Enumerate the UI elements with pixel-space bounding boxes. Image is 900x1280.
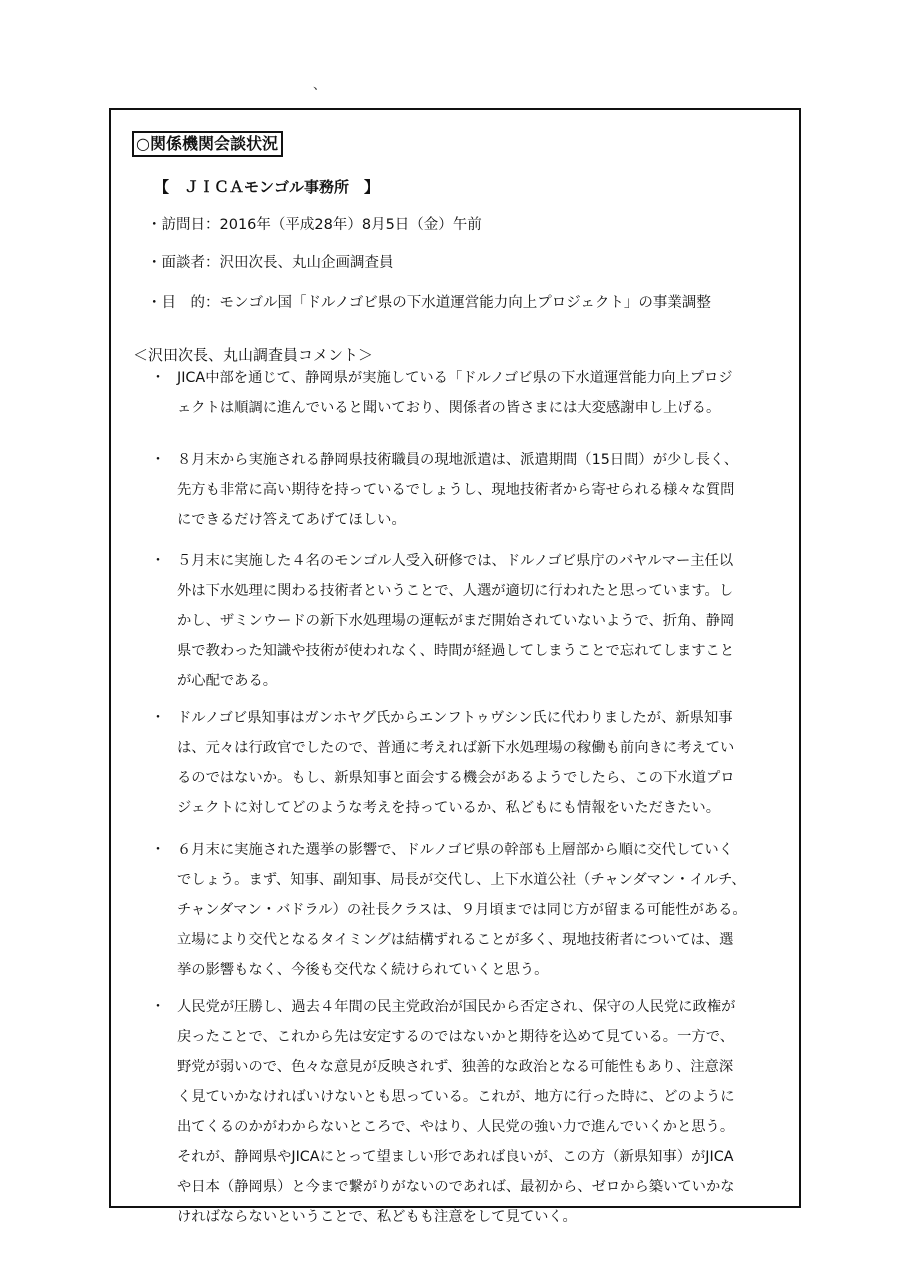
comment-text: かし、ザミンウードの新下水処理場の運転がまだ開始されていないようで、折角、静岡 (177, 613, 735, 629)
comment-line (177, 955, 548, 985)
comment-text: ジェクトに対してどのような考えを持っているか、私どもにも情報をいただきたい。 (177, 800, 720, 816)
bullet-marker: ・ (151, 452, 165, 468)
comment-text: と期待を込めて見ている。一方で、 (505, 1029, 735, 1045)
comment-line (177, 1142, 734, 1172)
comment-text: でしょう。まず、 (177, 872, 291, 888)
comment-line (177, 606, 734, 636)
comment-text: それが、静岡県やJICAにとって望ましい形であれば良いが、この方（新県知事）がJICA (177, 1149, 734, 1165)
comment-text: ェクトは順調に進んでいると聞いており、関係者の皆さまには大変感謝申し上げる。 (177, 400, 721, 416)
comment-text: 、 (376, 872, 391, 888)
comment-text: チャンダマン・バドラル）の社長クラスは、９月頃までは同じ方が留まる可能性がある。 (177, 902, 747, 918)
comment-line (177, 763, 735, 793)
document-frame (109, 108, 801, 1225)
comment-text: ８月末から実施される静岡県技術職員の現地派遣は、派遣期間（15日間）が少し長く、 (177, 452, 739, 468)
underlined-text: 元々は行政官でしたので、普通に考えれば新下水処理場の稼働も前向きに考えてい (205, 740, 735, 756)
comment-line (177, 835, 733, 865)
comment-line (177, 1112, 734, 1142)
bullet-marker: ・ (151, 553, 165, 569)
comment-text: ければならないということで、私どもも注意をして見ていく。 (177, 1209, 577, 1225)
comment-line (177, 895, 747, 925)
comment-text: が心配である。 (177, 673, 278, 689)
comment-text: JICA中部を通じて、静岡県が実施している「ドルノゴビ県の下水道運営能力向上プロジ (177, 370, 733, 386)
section-title: ○関係機関会談状況 (132, 131, 283, 157)
bullet-marker: ・ (151, 999, 165, 1015)
comment-text: 、 (318, 872, 334, 888)
underlined-text: るのではないか。 (177, 770, 292, 786)
underlined-text: 現地技術者については、選 (562, 932, 734, 948)
comment-text: 県で教わった知識や技術が使われなく、時間が経過してしまうことで忘れてしますこと (177, 643, 735, 659)
comment-text: 出てくるのかがわからないところで、やはり、人民党の強い力で進んでいくかと思う。 (177, 1119, 735, 1135)
underlined-text: 戻ったことで、これから先は安定するのではないか (177, 1029, 506, 1045)
underlined-text: ６月末に実施された選挙の影響で、ドルノゴビ県の幹部も上層部から順に交代していく (177, 842, 734, 858)
comment-line (177, 703, 733, 733)
comment-line (177, 925, 733, 955)
stray-mark: 、 (313, 78, 327, 93)
bullet-marker: ・ (151, 710, 165, 726)
comment-line (177, 1022, 734, 1052)
comment-text: 、新県知事 (661, 710, 733, 726)
bullet-marker: ・ (151, 370, 165, 386)
comment-text: し、上下水道公社（チャンダマン・イルチ、 (461, 872, 746, 888)
comment-line (177, 636, 734, 666)
comment-line (177, 1202, 577, 1232)
comment-text: く見ていかなければいけないとも思っている。これが、地方に行った時に、どのように (177, 1089, 735, 1105)
underlined-text: 人民党が圧勝し、過去４年間の民主党政治が国民から否定され、保守の人民党に政権が (177, 999, 736, 1015)
underlined-text: 挙の影響もなく、今後も交代なく続けられていく (177, 962, 492, 978)
comment-text: 野党が弱いので、色々な意見が反映されず、独善的な政治となる可能性もあり、注意深 (177, 1059, 734, 1075)
comment-line (177, 546, 733, 576)
comment-line (177, 393, 720, 423)
organization-heading: 【 ＪＩＣＡモンゴル事務所 】 (154, 178, 380, 196)
comment-text: ５月末に実施した４名のモンゴル人受入研修では、ドルノゴビ県庁のバヤルマー主任以 (177, 553, 734, 569)
underlined-text: 副知事 (333, 872, 377, 888)
comment-line (177, 363, 733, 393)
comment-line (177, 793, 720, 823)
comment-text: 先方も非常に高い期待を持っているでしょうし、現地技術者から寄せられる様々な質問 (177, 482, 735, 498)
comment-text: もし、新県知事と面会する機会があるようでしたら、この下水道プロ (291, 770, 735, 786)
comment-line (177, 1052, 733, 1082)
comment-line (177, 475, 734, 505)
comment-text: は、 (177, 740, 206, 756)
comment-text: と思う。 (491, 962, 549, 978)
comment-line (177, 505, 406, 535)
underlined-text: ドルノゴビ県知事はガンホヤグ氏からエンフトゥヴシン氏に代わりましたが (177, 710, 662, 726)
comment-line (177, 666, 277, 696)
comment-line (177, 992, 735, 1022)
underlined-text: 知事 (290, 872, 319, 888)
comment-text: にできるだけ答えてあげてほしい。 (177, 512, 406, 528)
comment-text: 立場により交代となるタイミングは結構ずれることが多く、 (177, 932, 563, 948)
bullet-marker: ・ (151, 842, 165, 858)
comment-line (177, 445, 738, 475)
comment-line (177, 1082, 735, 1112)
comment-line (177, 733, 734, 763)
comment-line (177, 1172, 735, 1202)
underlined-text: 局長が交代 (390, 872, 462, 888)
comment-text: や日本（静岡県）と今まで繋がりがないのであれば、最初から、ゼロから築いていかな (177, 1179, 735, 1195)
comments-heading: ＜沢田次長、丸山調査員コメント＞ (133, 346, 374, 364)
purpose: ・目 的：モンゴル国「ドルノゴビ県の下水道運営能力向上プロジェクト」の事業調整 (147, 295, 711, 311)
comment-line (177, 865, 746, 895)
comment-line (177, 576, 733, 606)
interviewees: ・面談者：沢田次長、丸山企画調査員 (147, 255, 394, 271)
visit-date: ・訪問日：2016年（平成28年）8月5日（金）午前 (147, 217, 482, 233)
comment-text: 外は下水処理に関わる技術者ということで、人選が適切に行われたと思っています。し (177, 583, 734, 599)
